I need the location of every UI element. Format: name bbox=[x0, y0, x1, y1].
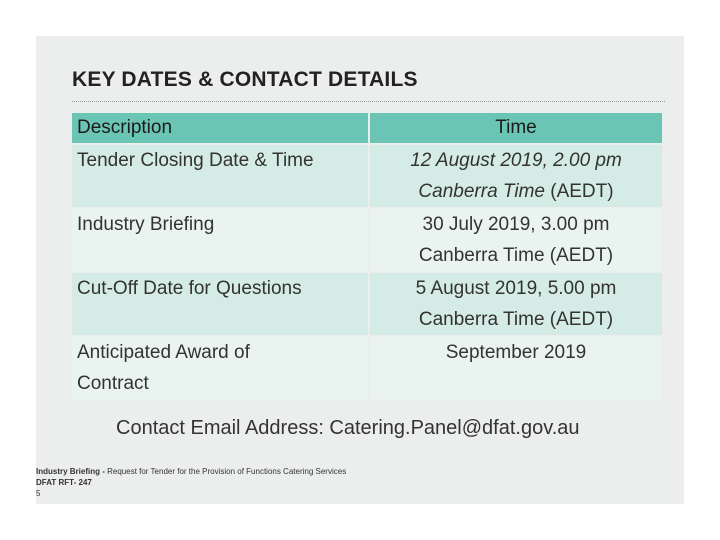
description-line-2: Contract bbox=[77, 373, 149, 394]
title-divider bbox=[72, 101, 665, 102]
header-description: Description bbox=[72, 113, 368, 143]
key-dates-table bbox=[70, 111, 664, 401]
description-text: Tender Closing Date & Time bbox=[77, 150, 314, 171]
footer-line-1 bbox=[36, 466, 346, 477]
footer bbox=[36, 466, 346, 499]
table-row bbox=[72, 209, 662, 271]
time-line-1: 5 August 2019, 5.00 pm bbox=[415, 278, 617, 299]
row-time bbox=[370, 145, 662, 207]
table-header-row bbox=[72, 113, 662, 143]
page-title: KEY DATES & CONTACT DETAILS bbox=[72, 68, 418, 91]
contact-email: Contact Email Address: Catering.Panel@dfat.gov.au bbox=[116, 417, 580, 439]
page-number: 5 bbox=[36, 489, 41, 498]
row-description bbox=[72, 337, 368, 399]
row-description bbox=[72, 273, 368, 335]
table-row bbox=[72, 145, 662, 207]
time-line-1: September 2019 bbox=[445, 342, 587, 363]
header-time: Time bbox=[370, 113, 662, 143]
description-line-1: Anticipated Award of bbox=[77, 342, 250, 363]
row-time bbox=[370, 337, 662, 399]
row-description bbox=[72, 209, 368, 271]
time-line-2: Canberra Time (AEDT) bbox=[418, 245, 614, 266]
row-description bbox=[72, 145, 368, 207]
row-time bbox=[370, 209, 662, 271]
time-line-1: 30 July 2019, 3.00 pm bbox=[422, 214, 610, 235]
time-line-2 bbox=[375, 176, 657, 207]
footer-label: Industry Briefing - bbox=[36, 467, 105, 476]
footer-text: Request for Tender for the Provision of Functions Catering Services bbox=[104, 467, 347, 476]
table-row bbox=[72, 273, 662, 335]
description-text: Cut-Off Date for Questions bbox=[77, 278, 302, 299]
row-time bbox=[370, 273, 662, 335]
time-line-2-rest: (AEDT) bbox=[544, 181, 614, 202]
time-line-2: Canberra Time (AEDT) bbox=[418, 309, 614, 330]
time-line-2-italic: Canberra Time bbox=[418, 181, 545, 202]
footer-ref: DFAT RFT- 247 bbox=[36, 478, 92, 487]
table-row bbox=[72, 337, 662, 399]
time-line-1: 12 August 2019, 2.00 pm bbox=[410, 150, 622, 171]
description-text: Industry Briefing bbox=[77, 214, 215, 235]
